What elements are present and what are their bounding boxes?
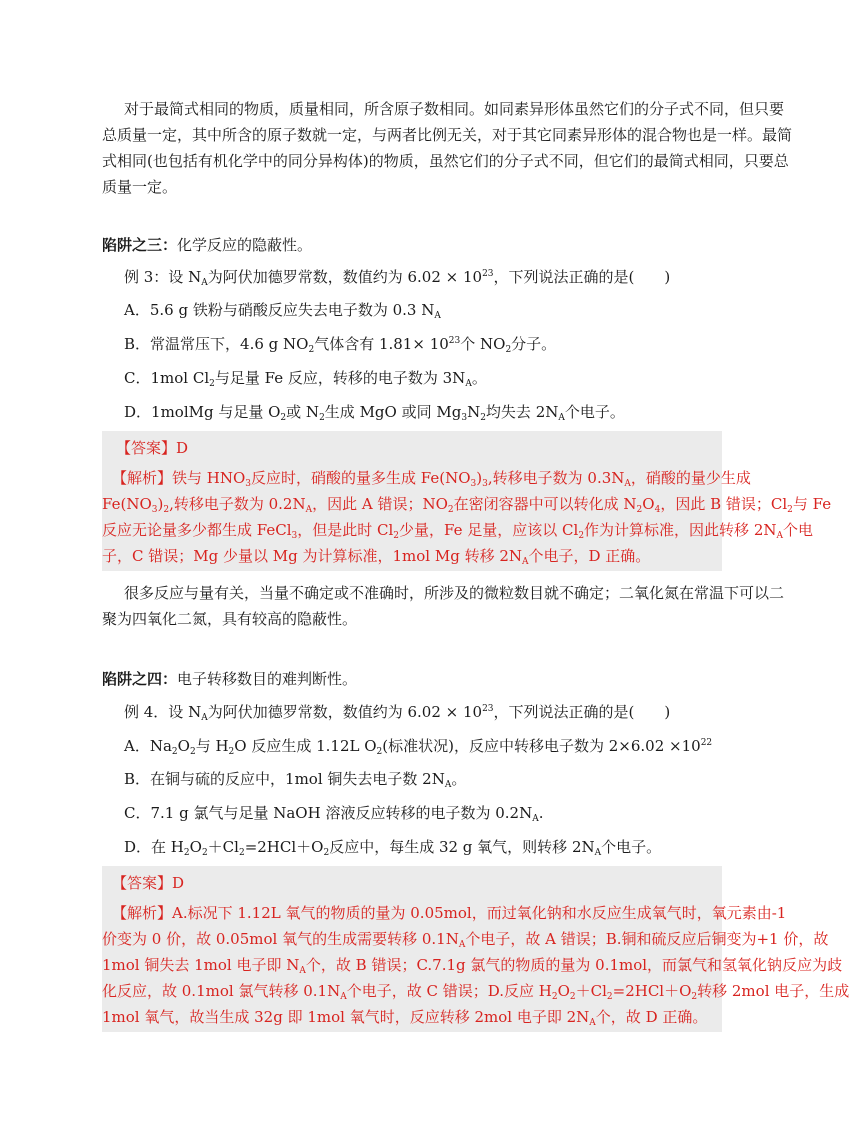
trap4-question: 例 4．设 $N_A$为阿伏加德罗常数，数值约为 $6.02 \times 10^{23}$，下列说法正确的是( ) [124, 703, 671, 723]
trap4-option-d: D．在 $H_2O_2+Cl_2=2HCl+O_2$反应中，每生成 32 g 氧气，则转移 $2N_A$个电子。 [124, 838, 662, 858]
trap4-label: 陷阱之四： [102, 670, 178, 688]
trap4-explanation-line-1: 【解析】A.标况下 1.12L 氧气的物质的量为 0.05mol，而过氧化钠和水反应生成氧气时，氧元素由-1 [112, 904, 787, 922]
trap3-question: 例 3：设 $N_A$为阿伏加德罗常数，数值约为 $6.02 \times 10^{23}$，下列说法正确的是( ) [124, 268, 671, 288]
trap3-option-b: B．常温常压下，4.6 g $NO_2$气体含有 $1.81\times 10^{23}$个 $NO_2$分子。 [124, 335, 557, 355]
trap3-label: 陷阱之三： [102, 236, 178, 254]
trap4-explanation-line-3: 1mol 铜失去 1mol 电子即 $N_A$个，故 B 错误；C.7.1g 氯气的物质的量为 0.1mol，而氯气和氢氧化钠反应为歧 [102, 956, 843, 976]
trap4-explanation-line-5: 1mol 氧气，故当生成 32g 即 1mol 氧气时，反应转移 2mol 电子即 $2N_A$个，故 D 正确。 [102, 1008, 708, 1028]
trap3-answer: 【答案】D [116, 439, 189, 457]
intro-line-1: 对于最简式相同的物质，质量相同，所含原子数相同。如同素异形体虽然它们的分子式不同，但只要 [124, 100, 785, 118]
trap4-answer-box [102, 866, 849, 1032]
intro-line-3: 式相同(也包括有机化学中的同分异构体)的物质，虽然它们的分子式不同，但它们的最简式相同，只要总 [102, 152, 789, 170]
trap3-option-d: D．1molMg 与足量 $O_2$或 $N_2$生成 MgO 或同 $Mg_3N_2$均失去 $2N_A$个电子。 [124, 403, 625, 423]
trap4-answer: 【答案】D [112, 874, 185, 892]
intro-line-4: 质量一定。 [102, 178, 178, 196]
trap3-answer-box [102, 431, 832, 571]
trap3-title: 化学反应的隐蔽性。 [177, 236, 313, 254]
trap3-option-a: A．5.6 g 铁粉与硝酸反应失去电子数为 0.3 $N_A$ [124, 301, 441, 321]
trap3-explanation-line-2: $Fe(NO_3)_2$,转移电子数为 $0.2N_A$，因此 A 错误；$NO_2$在密闭容器中可以转化成 $N_2O_4$，因此 B 错误；$Cl_2$与 Fe [102, 495, 832, 515]
trap3-explanation-line-4: 子，C 错误；Mg 少量以 Mg 为计算标准，1mol Mg 转移 $2N_A$个电子，D 正确。 [102, 547, 651, 567]
trap4-title: 电子转移数目的难判断性。 [177, 670, 358, 688]
trap3-note-line-1: 很多反应与量有关，当量不确定或不准确时，所涉及的微粒数目就不确定；二氧化氮在常温下可以二 [124, 584, 785, 602]
trap4-option-a: A．$Na_2O_2$与 $H_2O$ 反应生成 1.12L $O_2$(标准状况)，反应中转移电子数为 $2\times 6.02 \times 10^{22}$ [124, 737, 713, 757]
trap4-explanation-line-4: 化反应，故 0.1mol 氯气转移 $0.1N_A$个电子，故 C 错误；D.反应 $H_2O_2+Cl_2=2HCl+O_2$转移 2mol 电子，生成 [102, 982, 849, 1002]
trap4-heading [102, 668, 357, 690]
intro-line-2: 总质量一定，其中所含的原子数就一定，与两者比例无关，对于其它同素异形体的混合物也是一样。最简 [102, 126, 793, 144]
trap3-explanation-line-3: 反应无论量多少都生成 FeCl$_3$，但是此时 $Cl_2$少量，Fe 足量，应该以 $Cl_2$作为计算标准，因此转移 $2N_A$个电 [102, 521, 814, 541]
trap3-option-c: C．1mol $Cl_2$与足量 Fe 反应，转移的电子数为 $3N_A$。 [124, 369, 487, 389]
trap4-explanation-line-2: 价变为 0 价，故 0.05mol 氧气的生成需要转移 $0.1N_A$个电子，故 A 错误；B.铜和硫反应后铜变为+1 价，故 [102, 930, 829, 950]
trap4-option-b: B．在铜与硫的反应中，1mol 铜失去电子数 $2N_A$。 [124, 770, 467, 790]
trap3-heading [102, 234, 312, 256]
trap4-option-c: C．7.1 g 氯气与足量 NaOH 溶液反应转移的电子数为 $0.2N_A$. [124, 804, 544, 824]
trap3-note-line-2: 聚为四氧化二氮，具有较高的隐蔽性。 [102, 610, 358, 628]
trap3-explanation-line-1: 【解析】铁与 $HNO_3$反应时，硝酸的量多生成 $Fe(NO_3)_3$,转移电子数为 $0.3N_A$，硝酸的量少生成 [112, 469, 751, 489]
